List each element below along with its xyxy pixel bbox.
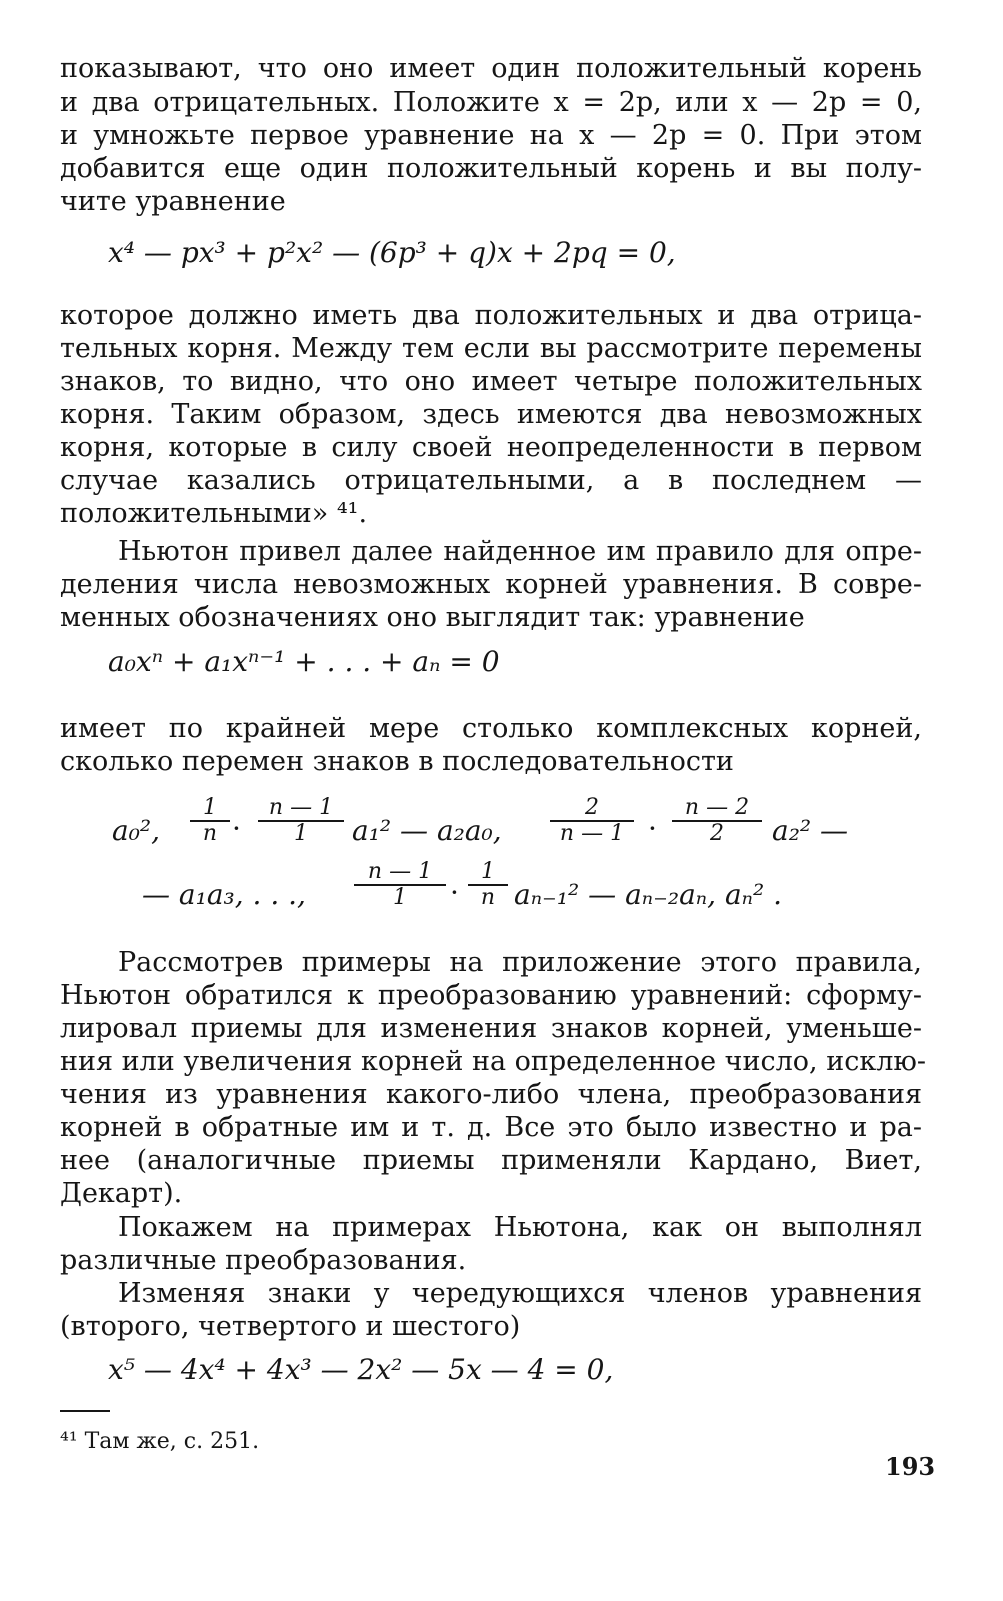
denominator: 1 (294, 821, 308, 846)
text-line: менных обозначениях оно выглядит так: уравнение (60, 602, 805, 633)
text-line: лировал приемы для изменения знаков корней, уменьше- (60, 1013, 922, 1044)
text-line: тельных корня. Между тем если вы рассмотрите перемены (60, 333, 922, 364)
footnote: ⁴¹ Там же, с. 251. (60, 1429, 260, 1454)
text-line: и умножьте первое уравнение на x — 2p = 0. При этом (60, 120, 922, 151)
text-line: Покажем на примерах Ньютона, как он выполнял (118, 1212, 922, 1243)
denominator: n — 1 (559, 821, 625, 846)
text-line: деления числа невозможных корней уравнения. В совре- (60, 569, 922, 600)
fraction (354, 860, 446, 910)
text-line: знаков, то видно, что оно имеет четыре положительных (60, 366, 922, 397)
page-number: 193 (885, 1452, 936, 1481)
fraction (550, 796, 634, 846)
text-line: корней в обратные им и т. д. Все это было известно и ра- (60, 1112, 922, 1143)
text-line: и два отрицательных. Положите x = 2p, или x — 2p = 0, (60, 87, 922, 118)
numerator: 1 (481, 859, 495, 884)
text-line: (второго, четвертого и шестого) (60, 1311, 521, 1342)
text-line: нее (аналогичные приемы применяли Кардано, Виет, (60, 1145, 922, 1176)
dot-operator: · (648, 812, 657, 845)
text-line: Ньютон обратился к преобразованию уравнений: сформу- (60, 980, 922, 1011)
denominator: n (202, 821, 218, 846)
denominator: 1 (393, 885, 407, 910)
text-line: показывают, что оно имеет один положительный корень (60, 53, 922, 84)
text-line: Ньютон привел далее найденное им правило для опре- (118, 536, 922, 567)
text-line: сколько перемен знаков в последовательности (60, 746, 734, 777)
text-line: чения из уравнения какого-либо члена, преобразования (60, 1079, 922, 1110)
text-line: положительными» ⁴¹. (60, 498, 368, 529)
text-line: Изменяя знаки у чередующихся членов уравнения (118, 1278, 922, 1309)
text-line: имеет по крайней мере столько комплексных корней, (60, 713, 922, 744)
dot-operator: · (450, 876, 459, 909)
dot-operator: · (232, 812, 241, 845)
text-line: ния или увеличения корней на определенное число, исклю- (60, 1046, 926, 1077)
footnote-rule (60, 1410, 110, 1412)
denominator: n (480, 885, 496, 910)
math-term: a₁² — a₂a₀, (352, 814, 502, 847)
fraction (190, 796, 230, 846)
text-line: корня. Таким образом, здесь имеются два невозможных (60, 399, 922, 430)
fraction (468, 860, 508, 910)
fraction (672, 796, 762, 846)
numerator: n — 2 (684, 795, 750, 820)
math-term: a₂² — (772, 814, 849, 847)
math-term: aₙ₋₁² — aₙ₋₂aₙ, aₙ² . (514, 878, 783, 911)
fraction (258, 796, 344, 846)
numerator: n — 1 (367, 859, 433, 884)
numerator: 1 (203, 795, 217, 820)
math-term: — a₁a₃, . . ., (142, 878, 306, 911)
numerator: n — 1 (268, 795, 334, 820)
text-line: которое должно иметь два положительных и два отрица- (60, 300, 922, 331)
text-line: Декарт). (60, 1178, 183, 1209)
numerator: 2 (585, 795, 599, 820)
equation: a₀xⁿ + a₁xⁿ⁻¹ + . . . + aₙ = 0 (108, 645, 500, 678)
text-line: чите уравнение (60, 186, 286, 217)
text-line: добавится еще один положительный корень и вы полу- (60, 153, 922, 184)
text-line: Рассмотрев примеры на приложение этого правила, (118, 947, 922, 978)
text-line: корня, которые в силу своей неопределенности в первом (60, 432, 922, 463)
text-line: различные преобразования. (60, 1245, 467, 1276)
denominator: 2 (710, 821, 724, 846)
equation: x⁴ — px³ + p²x² — (6p³ + q)x + 2pq = 0, (108, 236, 676, 269)
text-line: случае казались отрицательными, а в последнем — (60, 465, 922, 496)
equation: x⁵ — 4x⁴ + 4x³ — 2x² — 5x — 4 = 0, (108, 1353, 614, 1386)
math-term: a₀², (112, 814, 161, 847)
